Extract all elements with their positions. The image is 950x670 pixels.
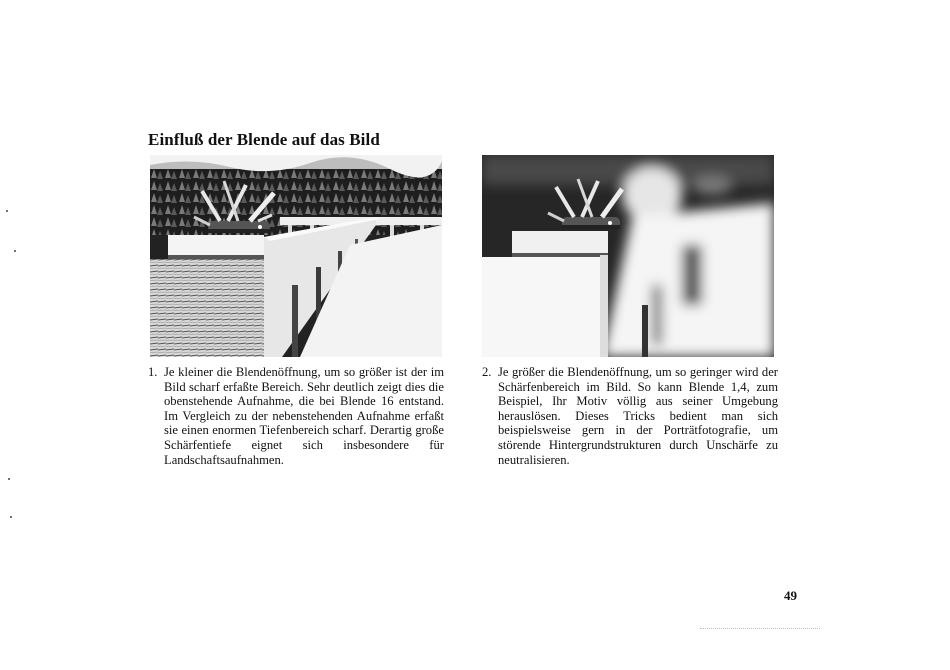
scan-speck — [8, 478, 10, 480]
caption-2-number: 2. — [482, 365, 492, 379]
caption-1-number: 1. — [148, 365, 158, 379]
page-heading: Einfluß der Blende auf das Bild — [148, 130, 380, 149]
photo-aperture-1-4 — [482, 155, 774, 357]
caption-1-text: Je kleiner die Blendenöffnung, um so größer ist der im Bild scharf erfaßte Bereich. Sehr deutlich zeigt dies die obenstehende Aufnahme, die bei Blende 16 entstand. Im Vergleich zu der nebenstehenden Aufnahme erfaßt sie einen enormen Tiefenbereich scharf. Derartig große Schärfentiefe eignet sich insbesondere für Landschaftsaufnahmen. — [164, 365, 444, 467]
caption-2-text: Je größer die Blendenöffnung, um so geringer wird der Schärfenbereich im Bild. So kann Blende 1,4, zum Beispiel, Ihr Motiv völlig aus seiner Umgebung herauslösen. Dieses Tricks bedient man sich beispielsweise gern in der Porträtfotografie, um störende Hintergrundstrukturen durch Unschärfe zu neutralisieren. — [498, 365, 778, 467]
scan-speck — [14, 250, 16, 252]
scan-speck — [10, 516, 12, 518]
page-number: 49 — [784, 588, 797, 603]
photo-aperture-16 — [150, 155, 442, 357]
scan-artifact-line — [700, 628, 820, 629]
scan-speck — [6, 210, 8, 212]
caption-2 — [482, 365, 778, 467]
caption-1 — [148, 365, 444, 467]
